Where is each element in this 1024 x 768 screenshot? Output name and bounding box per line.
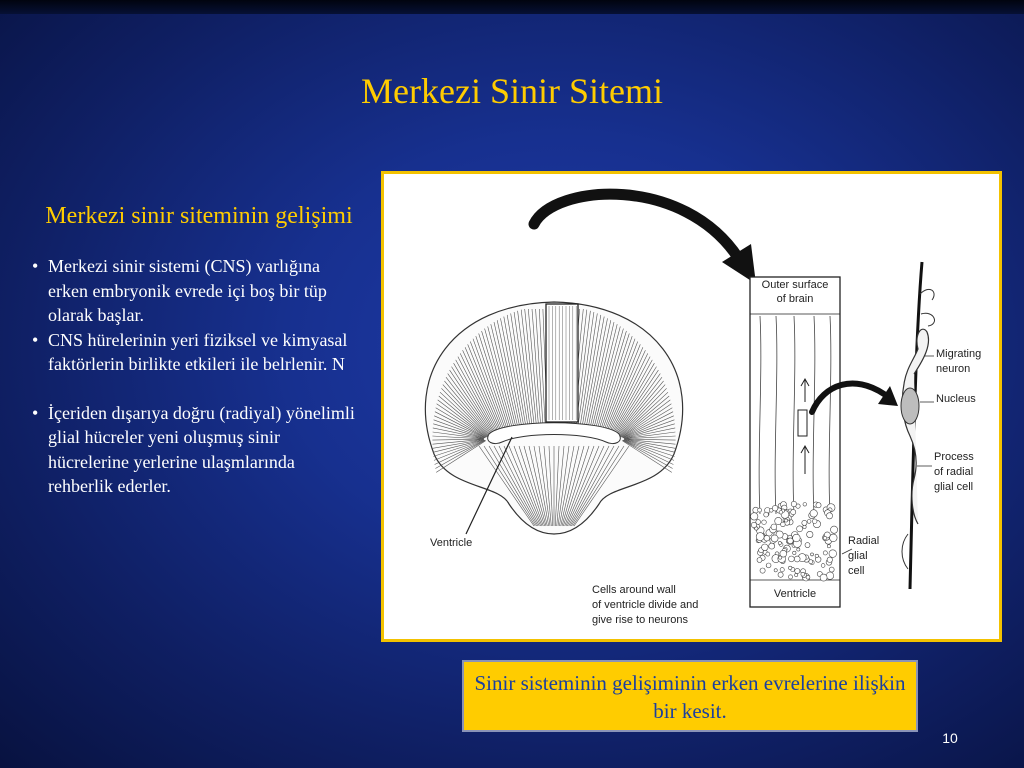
bullet-text: İçeriden dışarıya doğru (radiyal) yönelimli glial hücreler yeni oluşmuş sinir hücrelerine yerlerine ulaşmlarında rehberlik ederler. — [48, 402, 355, 496]
neural-tube-cross-section — [425, 302, 682, 534]
top-band — [0, 0, 1024, 14]
label-nucleus: Nucleus — [936, 393, 976, 405]
label-of-radial: of radial — [934, 466, 974, 478]
label-migrating: Migrating — [936, 348, 982, 360]
bullet-list — [30, 254, 360, 499]
label-process: Process — [934, 451, 974, 463]
bullet-dot-icon: • — [32, 256, 39, 276]
label-outer-surface: Outer surface — [761, 279, 829, 291]
label-give-rise: give rise to neurons — [592, 614, 688, 626]
bullet-item — [30, 254, 360, 328]
page-number: 10 — [942, 730, 958, 746]
bullet-item — [30, 328, 360, 377]
bullet-dot-icon: • — [32, 402, 39, 423]
label-ventricle-column: Ventricle — [773, 588, 817, 600]
label-cell: cell — [848, 565, 865, 577]
caption-box: Sinir sisteminin gelişiminin erken evrelerine ilişkin bir kesit. — [462, 660, 918, 732]
label-cells-around-wall: Cells around wall — [592, 584, 676, 596]
text-column — [30, 200, 360, 499]
label-neuron: neuron — [936, 363, 971, 375]
big-curved-arrow — [534, 194, 756, 284]
label-cells-divide: of ventricle divide and — [592, 599, 699, 611]
label-glial: glial — [848, 550, 868, 562]
bullet-dot-icon: • — [32, 329, 39, 350]
label-outer-surface-2: of brain — [776, 293, 814, 305]
sample-region-rect — [546, 304, 578, 422]
label-glial-cell: glial cell — [934, 481, 974, 493]
bullet-text: Merkezi sinir sistemi (CNS) varlığına erken embryonik evrede içi boş bir tüp olarak başlar. — [48, 256, 327, 325]
slide-title: Merkezi Sinir Sitemi — [361, 71, 663, 111]
neural-tube-diagram — [384, 174, 999, 639]
label-radial: Radial — [848, 535, 880, 547]
bullet-text: CNS hürelerinin yeri fiziksel ve kimyasal faktörlerin birlikte etkileri ile belrlenir. N — [48, 329, 348, 374]
enlarged-column — [750, 277, 840, 607]
bullet-item — [30, 401, 360, 499]
subtitle: Merkezi sinir siteminin gelişimi — [45, 203, 353, 229]
figure-frame — [381, 171, 1002, 642]
label-ventricle-left: Ventricle — [430, 537, 473, 549]
